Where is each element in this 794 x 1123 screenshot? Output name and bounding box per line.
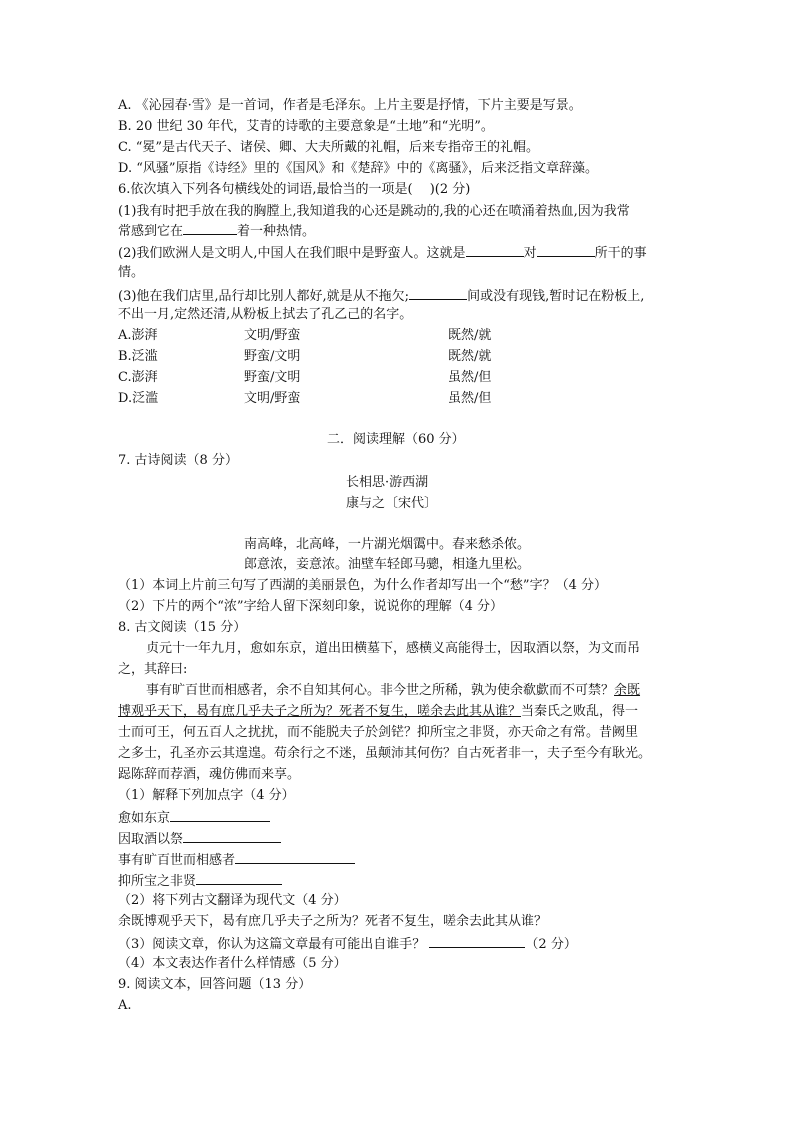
q9-heading: 9. 阅读文本，回答问题（13 分）	[118, 977, 312, 992]
q9-a: A.	[118, 998, 132, 1013]
blank-3	[409, 287, 467, 300]
q6-s3-line2: 不出一月,定然还清,从粉板上拭去了孔乙己的名字。	[118, 307, 413, 322]
q8-intro-2: 之，其辞曰:	[118, 662, 188, 677]
option-d: D. “风骚”原指《诗经》里的《国风》和《楚辞》中的《离骚》，后来泛指文章辞藻。	[118, 161, 599, 176]
q8-sub1: （1）解释下列加点字（4 分）	[118, 788, 295, 803]
q8-sub3	[118, 935, 577, 953]
q8-sub4: （4）本文表达作者什么样情感（5 分）	[118, 956, 347, 971]
q8-word-1	[118, 809, 270, 827]
choice-a-c3: 既然/就	[448, 328, 492, 343]
q6-s2-pre: (2)我们欧洲人是文明人,中国人在我们眼中是野蛮人。这就是	[118, 246, 466, 261]
answer-blank-4[interactable]	[196, 872, 282, 885]
q8-heading: 8. 古文阅读（15 分）	[118, 620, 247, 635]
option-a: A. 《沁园春·雪》是一首词，作者是毛泽东。上片主要是抒情，下片主要是写景。	[118, 98, 582, 113]
choice-b-label: B.泛滥	[118, 349, 158, 364]
q7-heading: 7. 古诗阅读（8 分）	[118, 453, 238, 468]
q8-text-2-plain: 当秦氏之败乱，得一	[521, 704, 639, 719]
q6-s2-line1	[118, 244, 647, 262]
q8-text-2-underlined: 博观乎天下，曷有庶几乎夫子之所为？死者不复生，嗟余去此其从谁？	[118, 704, 522, 719]
option-b: B. 20 世纪 30 年代，艾青的诗歌的主要意象是“土地”和“光明”。	[118, 119, 494, 134]
q6-s2-mid: 对	[523, 246, 537, 261]
choice-c-c2: 野蛮/文明	[244, 370, 301, 385]
q8-translate-text: 余既博观乎天下，曷有庶几乎夫子之所为？死者不复生，嗟余去此其从谁？	[118, 914, 548, 929]
q6-s1-post: 着一种热情。	[237, 224, 316, 239]
choice-a-c2: 文明/野蛮	[244, 328, 301, 343]
choice-a-label: A.澎湃	[118, 328, 158, 343]
choice-b-c2: 野蛮/文明	[244, 349, 301, 364]
choice-b-c3: 既然/就	[448, 349, 492, 364]
answer-blank-3[interactable]	[235, 851, 355, 864]
q8-sub2: （2）将下列古文翻译为现代文（4 分）	[118, 893, 347, 908]
q8-word-3	[118, 851, 355, 869]
q8-text-1-underlined: 余既	[614, 683, 641, 698]
q6-s2-line2: 情。	[118, 265, 145, 280]
poem-title: 长相思·游西湖	[346, 475, 429, 490]
q8-text-3: 士而可王，何五百人之扰扰，而不能脱夫子於剑铓？抑所宝之非贤，亦天命之有常。昔阙里	[118, 725, 639, 740]
poem-line-2: 郎意浓，妾意浓。油壁车轻郎马骢，相逢九里松。	[244, 557, 531, 572]
word-3-text: 事有旷百世而相感者	[118, 853, 236, 868]
poem-line-1: 南高峰，北高峰，一片湖光烟霭中。春来愁杀侬。	[244, 537, 531, 552]
q8-text-5: 跽陈辞而荐酒，魂仿佛而来享。	[118, 767, 301, 782]
blank-1	[183, 222, 237, 235]
blank-2a	[466, 244, 524, 257]
choice-d-label: D.泛滥	[118, 391, 159, 406]
section-heading: 二．阅读理解（60 分）	[327, 432, 465, 447]
q6-stem: 6.依次填入下列各句横线处的词语,最恰当的一项是( )(2 分)	[118, 182, 471, 197]
word-2-text: 因取酒以祭	[118, 832, 184, 847]
answer-blank-2[interactable]	[183, 830, 281, 843]
answer-blank-author[interactable]	[429, 935, 525, 948]
q7-sub2: （2）下片的两个“浓”字给人留下深刻印象，说说你的理解（4 分）	[118, 599, 503, 614]
choice-d-c2: 文明/野蛮	[244, 391, 301, 406]
q8-text-1-plain: 事有旷百世而相感者，余不自知其何心。非今世之所稀，孰为使余欷歔而不可禁？	[146, 683, 615, 698]
q8-intro-1: 贞元十一年九月，愈如东京，道出田横墓下，感横义高能得士，因取酒以祭，为文而吊	[146, 641, 641, 656]
choice-c-c3: 虽然/但	[448, 370, 492, 385]
q6-s1-line2	[118, 222, 315, 240]
q6-s3-pre: (3)他在我们店里,品行却比别人都好,就是从不拖欠;	[118, 289, 410, 304]
q6-s1-line1: (1)我有时把手放在我的胸膛上,我知道我的心还是跳动的,我的心还在喷涌着热血,因为我常	[118, 204, 630, 219]
answer-blank-1[interactable]	[170, 809, 270, 822]
q6-s2-post: 所干的事	[594, 246, 647, 261]
q8-sub3-post: （2 分）	[525, 937, 577, 952]
q8-word-2	[118, 830, 281, 848]
q8-text-1	[146, 683, 640, 699]
q8-sub3-pre: （3）阅读文章，你认为这篇文章最有可能出自谁手？	[118, 937, 426, 952]
option-c: C. “冕”是古代天子、诸侯、卿、大夫所戴的礼帽，后来专指帝王的礼帽。	[118, 140, 540, 155]
choice-d-c3: 虽然/但	[448, 391, 492, 406]
q8-text-2	[118, 704, 638, 720]
q7-sub1: （1）本词上片前三句写了西湖的美丽景色，为什么作者却写出一个“愁”字？（4 分）	[118, 578, 607, 593]
q6-s1-pre: 常感到它在	[118, 224, 184, 239]
blank-2b	[537, 244, 595, 257]
q6-s3-line1	[118, 287, 644, 305]
q8-word-4	[118, 872, 282, 890]
q6-s3-post: 间或没有现钱,暂时记在粉板上,	[467, 289, 645, 304]
word-4-text: 抑所宝之非贤	[118, 874, 197, 889]
q8-text-4: 之多士，孔圣亦云其遑遑。苟余行之不迷，虽颠沛其何伤？自古死者非一，夫子至今有耿光。	[118, 746, 652, 761]
poem-author: 康与之〔宋代〕	[346, 496, 438, 511]
choice-c-label: C.澎湃	[118, 370, 158, 385]
word-1-text: 愈如东京	[118, 811, 171, 826]
